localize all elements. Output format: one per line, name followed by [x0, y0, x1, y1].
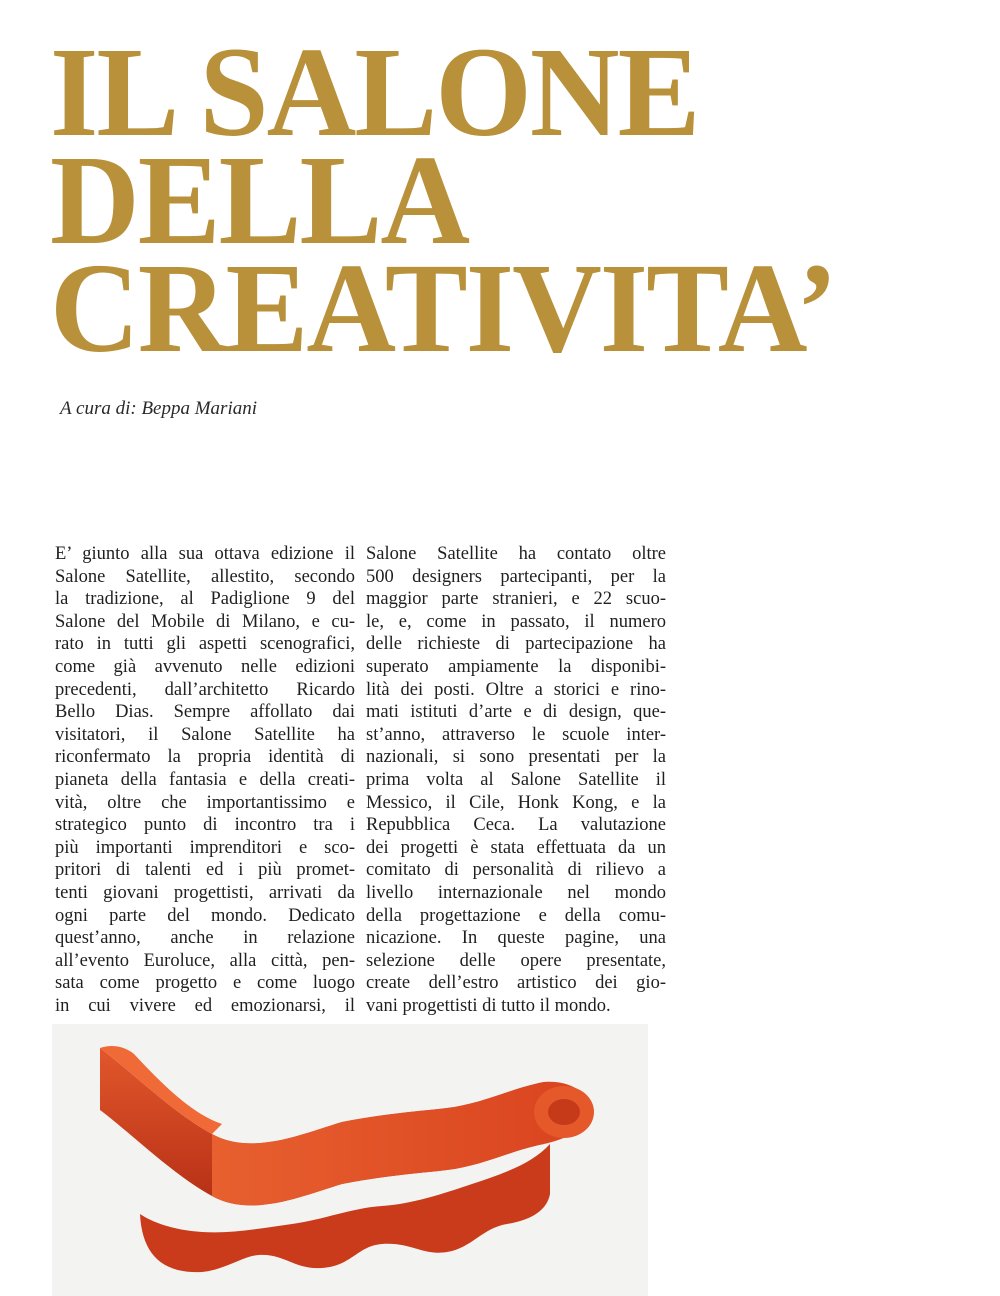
text-line: tenti giovani progettisti, arrivati da	[55, 882, 355, 903]
text-line: livello internazionale nel mondo	[366, 882, 666, 903]
text-line: vani progettisti di tutto il mondo.	[366, 995, 611, 1016]
text-line: la tradizione, al Padiglione 9 del	[55, 589, 355, 610]
text-line: vità, oltre che importantissimo e	[55, 792, 355, 813]
title-line: CREATIVITA’	[50, 237, 836, 379]
text-line: come già avvenuto nelle edizioni	[55, 656, 355, 677]
article-title	[50, 21, 962, 379]
text-column-left	[55, 543, 355, 1017]
text-line: riconfermato la propria identità di	[55, 747, 355, 768]
text-line: pritori di talenti ed i più promet-	[55, 860, 355, 881]
text-line: rato in tutti gli aspetti scenografici,	[55, 634, 355, 655]
text-line: comitato di personalità di rilievo a	[366, 860, 666, 881]
text-line: nicazione. In queste pagine, una	[366, 928, 666, 949]
text-line: della progettazione e della comu-	[366, 905, 666, 926]
text-line: prima volta al Salone Satellite il	[366, 769, 666, 790]
text-line: 500 designers partecipanti, per la	[366, 566, 666, 587]
text-line: Messico, il Cile, Honk Kong, e la	[366, 792, 666, 813]
text-line: dei progetti è stata effettuata da un	[366, 837, 666, 858]
text-line: pianeta della fantasia e della creati-	[55, 769, 355, 790]
text-line: create dell’estro artistico dei gio-	[366, 973, 666, 994]
title-line: DELLA	[50, 129, 469, 271]
text-line: mati istituti d’arte e di design, que-	[366, 702, 666, 723]
text-line: in cui vivere ed emozionarsi, il	[55, 995, 355, 1016]
seat-curl-inner-shape	[548, 1099, 580, 1125]
text-line: ogni parte del mondo. Dedicato	[55, 905, 355, 926]
text-line: delle richieste di partecipazione ha	[366, 634, 666, 655]
text-line: quest’anno, anche in relazione	[55, 928, 355, 949]
byline: A cura di: Beppa Mariani	[60, 398, 258, 419]
product-photo	[52, 1024, 648, 1296]
title-line: IL SALONE	[50, 21, 699, 163]
text-line: sata come progetto e come luogo	[55, 973, 355, 994]
text-line: Bello Dias. Sempre affollato dai	[55, 702, 355, 723]
text-line: le, e, come in passato, il numero	[366, 611, 666, 632]
text-line: nazionali, si sono presentati per la	[366, 747, 666, 768]
text-line: all’evento Euroluce, alla città, pen-	[55, 950, 355, 971]
text-line: Salone Satellite, allestito, secondo	[55, 566, 355, 587]
text-line: visitatori, il Salone Satellite ha	[55, 724, 355, 745]
text-line: Salone del Mobile di Milano, e cu-	[55, 611, 355, 632]
text-line: precedenti, dall’architetto Ricardo	[55, 679, 355, 700]
text-line: lità dei posti. Oltre a storici e rino-	[366, 679, 666, 700]
text-line: st’anno, attraverso le scuole inter-	[366, 724, 666, 745]
text-line: selezione delle opere presentate,	[366, 950, 666, 971]
text-line: E’ giunto alla sua ottava edizione il	[55, 544, 355, 564]
orange-wavy-seat-image	[52, 1024, 648, 1296]
text-line: strategico punto di incontro tra i	[55, 815, 355, 836]
text-column-right	[366, 543, 666, 1017]
text-line: Repubblica Ceca. La valutazione	[366, 815, 666, 836]
text-line: maggior parte stranieri, e 22 scuo-	[366, 589, 666, 610]
text-line: più importanti imprenditori e sco-	[55, 837, 355, 858]
text-line: Salone Satellite ha contato oltre	[366, 544, 666, 564]
text-line: superato ampiamente la disponibi-	[366, 656, 666, 677]
